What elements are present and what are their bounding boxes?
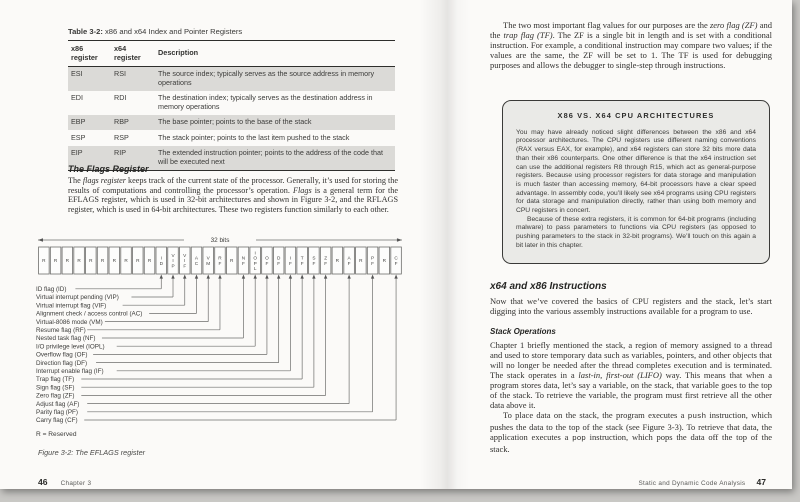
table-cell: RSI [114,68,126,78]
table-caption [68,27,398,36]
stack-paragraph-2: To place data on the stack, the program executes a push instruction, which pushes the data to the top of the stack (see Figure 3-3). To retrieve that data, the application executes a pop instruction, which pops the data off the top of the stack. [490,410,772,454]
svg-text:R: R [77,258,81,264]
flags-register-heading: The Flags Register [68,164,149,174]
svg-text:F: F [300,260,304,266]
svg-text:R: R [112,258,117,264]
svg-text:S: S [312,255,316,261]
left-page-number: 46 [38,477,48,487]
svg-text:R: R [42,258,46,264]
svg-text:Alignment check / access contr: Alignment check / access control (AC) [36,310,143,318]
svg-text:R: R [100,258,105,264]
table-cell: RSP [114,132,129,142]
table-row [68,66,395,91]
svg-text:P: P [171,263,175,269]
svg-text:A: A [347,255,351,261]
svg-text:F: F [288,260,292,266]
svg-text:R: R [147,258,152,264]
svg-text:V: V [171,253,175,258]
svg-text:T: T [300,255,304,261]
svg-text:F: F [394,260,398,266]
svg-text:Parity flag (PF): Parity flag (PF) [36,409,78,416]
column-header: x64 register [114,44,141,62]
registers-table-head [68,41,395,67]
svg-text:F: F [242,260,245,266]
svg-text:R: R [89,258,93,264]
svg-text:V: V [206,255,210,261]
table-caption-title: x86 and x64 Index and Pointer Registers [102,27,243,36]
svg-text:A: A [194,255,199,261]
eflags-register-diagram [34,233,406,441]
column-header: x86 register [71,44,98,62]
table-cell: The stack pointer; points to the last item pushed to the stack [158,132,350,142]
table-row [68,115,395,130]
table-cell: ESI [71,68,83,78]
stack-operations-heading: Stack Operations [490,327,556,336]
svg-text:Virtual interrupt flag (VIF): Virtual interrupt flag (VIF) [36,302,107,310]
svg-text:Sign flag (SF): Sign flag (SF) [36,384,75,392]
section-label: Static and Dynamic Code Analysis [638,480,746,487]
svg-text:I: I [172,258,174,264]
instructions-heading: x64 and x86 Instructions [490,281,607,292]
svg-text:I: I [289,255,292,261]
box-title: X86 VS. X64 CPU ARCHITECTURES [557,111,715,120]
svg-text:D: D [276,255,281,261]
svg-text:Overflow flag (OF): Overflow flag (OF) [36,351,88,359]
svg-text:Virtual interrupt pending (VIP: Virtual interrupt pending (VIP) [36,294,119,302]
svg-text:O: O [253,255,258,261]
registers-table-body [68,66,395,170]
table-cell: ESP [71,132,86,142]
svg-text:F: F [347,260,351,266]
table-cell: EBP [71,117,86,127]
svg-text:Interrupt enable flag (IF): Interrupt enable flag (IF) [36,368,104,375]
cpu-architectures-box [502,100,770,264]
svg-text:F: F [183,263,187,269]
intro-paragraph: The two most important flag values for our purposes are the zero flag (ZF) and the trap flag (TF). The ZF is a single bit in length and is set with a conditional instruction. For example, a conditional instruction may compare two values; if the values are the same, the ZF will be set to 1. The TF is used for debugging purposes and allows the debugger to single-step through instructions. [490,20,772,70]
stack-paragraph-1: Chapter 1 briefly mentioned the stack, a region of memory assigned to a thread and used to store temporary data such as variables, pointers, and other objects that will no longer be needed after the thread completes execution and is terminated. The stack operates in a last-in, first-out (LIFO) way. This means that when a program stores data, let’s say a variable, on the stack, that variable goes to the top of the stack. To retrieve the variable, the program must first retrieve all the other data above it. [490,340,772,410]
svg-text:F: F [371,260,375,266]
svg-text:P: P [371,255,375,261]
registers-table [68,40,395,171]
svg-text:Z: Z [324,255,328,261]
svg-text:O: O [265,255,269,261]
instructions-paragraph: Now that we’ve covered the basics of CPU registers and the stack, let’s start digging into the various assembly instructions available for a program to use. [490,296,772,316]
svg-text:I: I [160,255,162,261]
table-cell: The source index; typically serves as the source address in memory operations [158,68,375,87]
svg-text:M: M [206,260,211,266]
svg-text:L: L [253,266,257,271]
svg-text:D: D [159,260,163,266]
figure-caption: Figure 3-2: The EFLAGS register [38,448,146,457]
left-page-footer [38,477,91,487]
svg-text:Resume flag (RF): Resume flag (RF) [36,327,86,334]
svg-text:F: F [277,260,281,266]
svg-text:N: N [241,255,246,261]
table-row [68,130,395,145]
svg-text:F: F [265,260,269,266]
svg-text:R: R [53,258,58,264]
svg-text:R: R [124,258,128,264]
stack-operations-section [490,340,772,454]
table-caption-number: Table 3-2: [68,27,103,36]
svg-text:R: R [230,258,234,264]
svg-text:I: I [184,258,186,264]
svg-text:Direction flag (DF): Direction flag (DF) [36,359,88,367]
svg-text:R: R [335,258,340,264]
svg-text:I: I [254,250,256,256]
chapter-label: Chapter 3 [60,480,92,487]
svg-text:Zero flag (ZF): Zero flag (ZF) [36,392,75,400]
table-cell: The base pointer; points to the base of the stack [158,117,312,127]
svg-text:R: R [218,255,222,261]
box-paragraph-1: You may have already noticed slight differences between the x86 and x64 processor architectures. The CPU registers use different naming conventions (RAX versus EAX, for example), and x64 registers can store 32 bits more data than their x86 counterparts. One other difference is that the x64 instruction set can use the additional registers R8 through R15, which act as general-purpose registers. Because using processor registers for data storage and manipulation is much faster than accessing memory, 64-bit processors have a clear speed advantage. In assembly code, you’ll likely see x64 programs using CPU registers for data storage and manipulation directly, rather than using both memory and CPU registers in concert. [516,128,756,215]
table-cell: The extended instruction pointer; points to the address of the code that will be executed next [158,147,383,166]
svg-text:32 bits: 32 bits [210,237,230,245]
svg-text:Virtual-8086 mode (VM): Virtual-8086 mode (VM) [36,318,103,326]
svg-text:Carry flag (CF): Carry flag (CF) [36,417,78,425]
svg-text:C: C [194,260,199,266]
svg-text:R: R [382,258,387,264]
svg-text:Adjust flag (AF): Adjust flag (AF) [36,400,80,408]
svg-text:F: F [324,260,328,266]
svg-text:Trap flag (TF): Trap flag (TF) [36,376,75,384]
svg-text:R = Reserved: R = Reserved [36,431,77,438]
svg-text:C: C [394,255,398,261]
svg-text:R: R [65,258,70,264]
table-cell: RBP [114,117,129,127]
svg-text:Nested task flag (NF): Nested task flag (NF) [36,335,96,343]
column-header: Description [158,48,199,58]
right-page-footer [639,477,767,487]
right-page-number: 47 [756,477,766,487]
table-cell: RIP [114,147,126,157]
svg-text:P: P [253,260,257,266]
svg-text:R: R [359,258,363,264]
table-row [68,91,395,115]
svg-text:F: F [218,260,222,266]
svg-text:V: V [183,253,187,258]
svg-text:ID flag (ID): ID flag (ID) [36,286,67,293]
flags-register-paragraph: The flags register keeps track of the current state of the processor. Generally, it’s used for storing the results of computations and controlling the processor’s operation. Flags is a general term for the EFLAGS register, which is used in 32-bit architectures and shown in Figure 3-2, and the RFLAGS register, which is used in 64-bit architectures. These two registers function similarly to each other. [68,176,398,214]
svg-text:R: R [136,258,140,264]
table-cell: EIP [71,147,83,157]
table-cell: EDI [71,92,83,102]
svg-text:I/O privilege level (IOPL): I/O privilege level (IOPL) [36,343,105,351]
table-cell: RDI [114,92,127,102]
table-cell: The destination index; typically serves as the destination address in memory operations [158,92,373,111]
svg-text:F: F [312,260,316,266]
box-paragraph-2: Because of these extra registers, it is common for 64-bit programs (including malware) to pass parameters to functions via CPU registers (as opposed to pushing parameters to the stack in 32-bit programs). We’ll touch on this again a bit later in this chapter. [516,215,756,249]
right-page [438,0,792,489]
